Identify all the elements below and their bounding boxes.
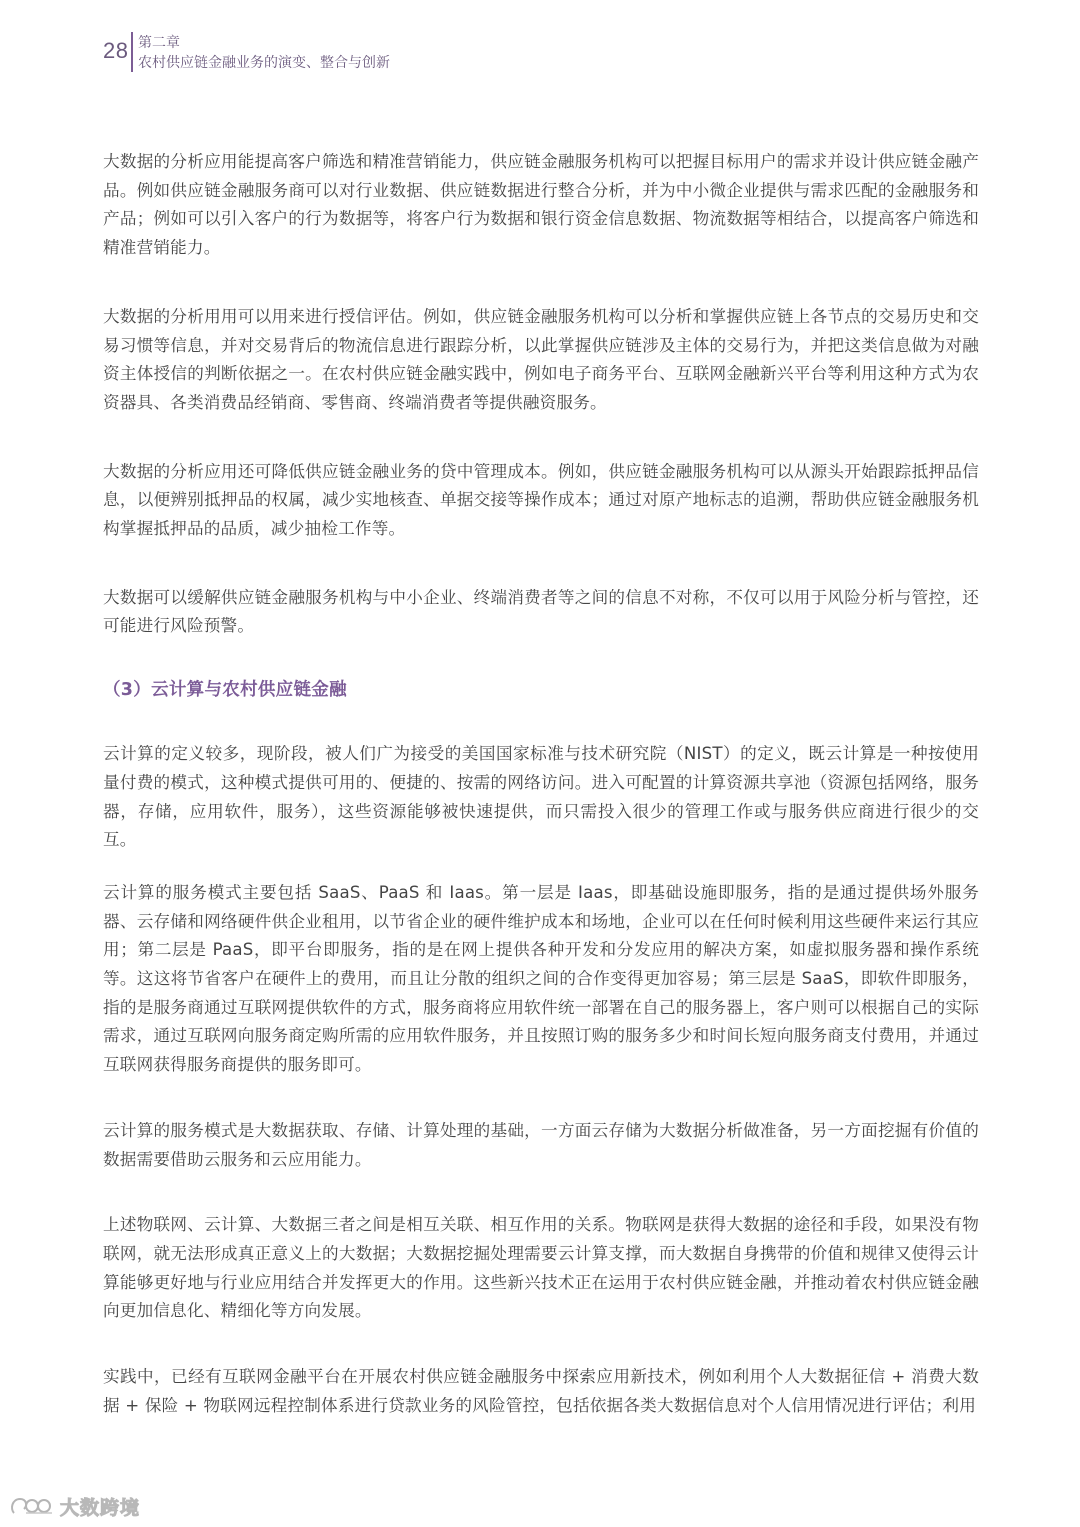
paragraph-cloud-service-models: 云计算的服务模式主要包括 SaaS、PaaS 和 Iaas。第一层是 Iaas，即基础设施即服务，指的是通过提供场外服务器、云存储和网络硬件供企业租用，以节省企业的硬件维护成本和场地，企业可以在任何时候利用这些硬件来运行其应用；第二层是 PaaS，即平台即服务，指的是在网上提供各种开发和分发应用的解决方案，如虚拟服务器和操作系统等。这这将节省客户在硬件上的费用，而且让分散的组织之间的合作变得更加容易；第三层是 SaaS，即软件即服务，指的是服务商通过互联网提供软件的方式，服务商将应用软件统一部署在自己的服务器上，客户则可以根据自己的实际需求，通过互联网向服务商定购所需的应用软件服务，并且按照订购的服务多少和时间长短向服务商支付费用，并通过互联网获得服务商提供的服务即可。 (103, 882, 979, 1075)
page-number: 28 (103, 38, 129, 63)
paragraph-big-data-credit: 大数据的分析用用可以用来进行授信评估。例如，供应链金融服务机构可以分析和掌握供应链上各节点的交易历史和交易习惯等信息，并对交易背后的物流信息进行跟踪分析，以此掌握供应链涉及主体的交易行为，并把这类信息做为对融资主体授信的判断依据之一。在农村供应链金融实践中，例如电子商务平台、互联网金融新兴平台等利用这种方式为农资器具、各类消费品经销商、零售商、终端消费者等提供融资服务。 (103, 306, 979, 412)
page-body (103, 148, 979, 1421)
paragraph-practice: 实践中，已经有互联网金融平台在开展农村供应链金融服务中探索应用新技术，例如利用个人大数据征信 + 消费大数据 + 保险 + 物联网远程控制体系进行贷款业务的风险管控，包括依据各类大数据信息对个人信用情况进行评估；利用 (103, 1367, 979, 1415)
section-heading: （3）云计算与农村供应链金融 (103, 680, 347, 701)
paragraph-big-data-cost: 大数据的分析应用还可降低供应链金融业务的贷中管理成本。例如，供应链金融服务机构可以从源头开始跟踪抵押品信息，以便辨别抵押品的权属，减少实地核查、单据交接等操作成本；通过对原产地标志的追溯，帮助供应链金融服务机构掌握抵押品的品质，减少抽检工作等。 (103, 461, 979, 539)
paragraph-big-data-asymmetry: 大数据可以缓解供应链金融服务机构与中小企业、终端消费者等之间的信息不对称，不仅可以用于风险分析与管控，还可能进行风险预警。 (103, 587, 979, 636)
watermark (8, 1491, 140, 1521)
watermark-text: 大数跨境 (60, 1496, 141, 1519)
chapter-label: 第二章 (138, 35, 180, 51)
paragraph-cloud-definition: 云计算的定义较多，现阶段，被人们广为接受的美国国家标准与技术研究院（NIST）的定义，既云计算是一种按使用量付费的模式，这种模式提供可用的、便捷的、按需的网络访问。进入可配置的计算资源共享池（资源包括网络，服务器，存储，应用软件，服务），这些资源能够被快速提供，而只需投入很少的管理工作或与服务供应商进行很少的交互。 (103, 744, 979, 850)
paragraph-big-data-marketing: 大数据的分析应用能提高客户筛选和精准营销能力，供应链金融服务机构可以把握目标用户的需求并设计供应链金融产品。例如供应链金融服务商可以对行业数据、供应链数据进行整合分析，并为中小微企业提供与需求匹配的金融服务和产品；例如可以引入客户的行为数据等，将客户行为数据和银行资金信息数据、物流数据等相结合，以提高客户筛选和精准营销能力。 (103, 152, 979, 258)
chapter-title: 农村供应链金融业务的演变、整合与创新 (138, 55, 390, 71)
header-divider (131, 32, 133, 72)
paragraph-cloud-foundation: 云计算的服务模式是大数据获取、存储、计算处理的基础，一方面云存储为大数据分析做准备，另一方面挖掘有价值的数据需要借助云服务和云应用能力。 (103, 1120, 979, 1169)
paragraph-iot-cloud-bigdata: 上述物联网、云计算、大数据三者之间是相互关联、相互作用的关系。物联网是获得大数据的途径和手段，如果没有物联网，就无法形成真正意义上的大数据；大数据挖掘处理需要云计算支撑，而大数据自身携带的价值和规律又使得云计算能够更好地与行业应用结合并发挥更大的作用。这些新兴技术正在运用于农村供应链金融，并推动着农村供应链金融向更加信息化、精细化等方向发展。 (103, 1215, 979, 1321)
watermark-logo-icon (8, 1493, 56, 1519)
